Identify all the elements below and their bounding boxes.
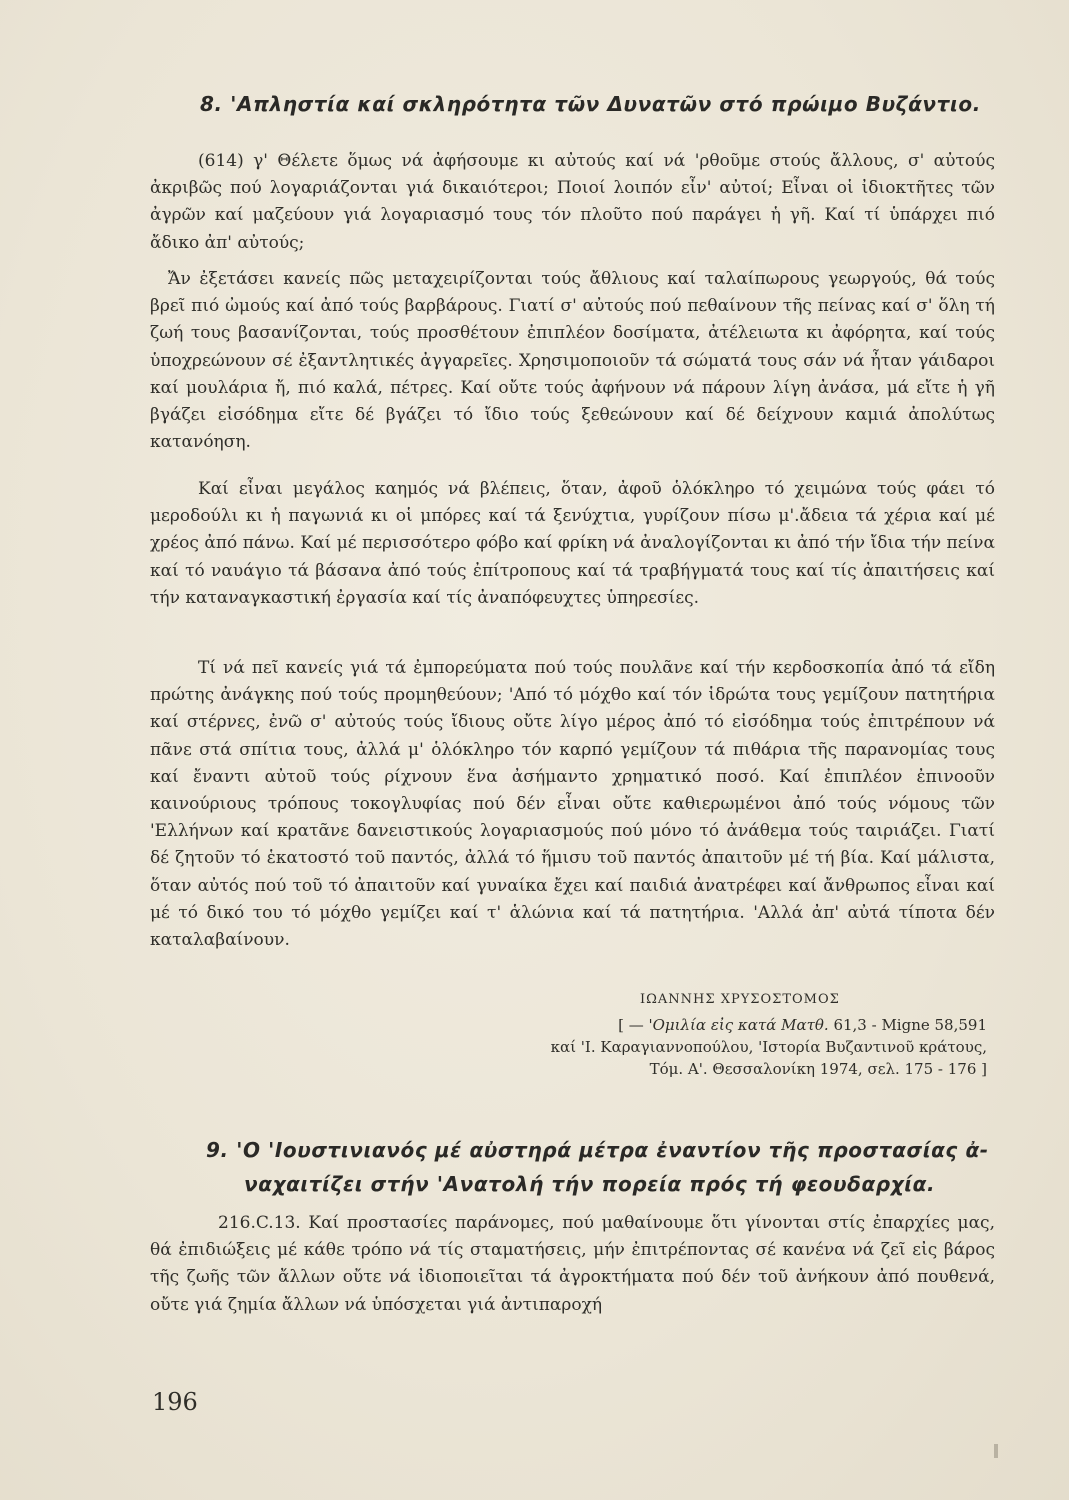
scan-mark	[994, 1444, 998, 1458]
section-9-heading-line-2: ναχαιτίζει στήν 'Ανατολή τήν πορεία πρός τή φεουδαρχία.	[244, 1172, 936, 1196]
citation-line-1: [ — 'Ομιλία εἰς κατά Ματθ. 61,3 - Migne 58,591	[618, 1016, 987, 1034]
paragraph-winter: Καί εἶναι μεγάλος καημός νά βλέπεις, ὅταν, ἀφοῦ ὁλόκληρο τό χειμώνα τούς φάει τό μεροδούλι κι ἡ παγωνιά κι οἱ μπόρες καί τά ξενύχτια, γυρίζουν πίσω μ'.ἄδεια τά χέρια καί μέ χρέος ἀπό πάνω. Καί μέ περισσότερο φόβο καί φρίκη νά ἀναλογίζονται κι ἀπό τήν ἴδια τήν πείνα καί τό ναυάγιο τά βάσανα ἀπό τούς ἐπίτροπους καί τά τραβήγματά τους καί τίς ἀπαιτήσεις καί τήν καταναγκαστική ἐργασία καί τίς ἀναπόφευχτες ὑπηρεσίες.	[150, 479, 995, 608]
paragraph-usury: Τί νά πεῖ κανείς γιά τά ἐμπορεύματα πού τούς πουλᾶνε καί τήν κερδοσκοπία ἀπό τά εἴδη πρώτης ἀνάγκης πού τούς προμηθεύουν; 'Από τό μόχθο καί τόν ἱδρώτα τους γεμίζουν πατητήρια καί στέρνες, ἐνῶ σ' αὐτούς τούς ἴδιους οὔτε λίγο μέρος ἀπό τό εἰσόδημα τούς ἐπιτρέπουν νά πᾶνε στά σπίτια τους, ἀλλά μ' ὁλόκληρο τόν καρπό γεμίζουν τά πιθάρια τῆς παρανομίας τους καί ἔναντι αὐτοῦ τούς ρίχνουν ἕνα ἀσήμαντο χρηματικό ποσό. Καί ἐπιπλέον ἐπινοοῦν καινούριους τρόπους τοκογλυφίας πού δέν εἶναι οὔτε καθιερωμένοι ἀπό τούς νόμους τῶν 'Ελλήνων καί κρατᾶνε δανειστικούς λογαριασμούς πού μόνο τό ἀνάθεμα τούς ταιριάζει. Γιατί δέ ζητοῦν τό ἑκατοστό τοῦ παντός, ἀλλά τό ἥμισυ τοῦ παντός ἀπαιτοῦν μέ τή βία. Καί μάλιστα, ὅταν αὐτός πού τοῦ τό ἀπαιτοῦν καί γυναίκα ἔχει καί παιδιά ἀνατρέφει καί ἄνθρωπος εἶναι καί μέ τό δικό του τό μόχθο γεμίζει καί τ' ἁλώνια καί τά πατητήρια. 'Αλλά ἀπ' αὐτά τίποτα δέν καταλαβαίνουν.	[150, 658, 995, 951]
citation-line-3: Τόμ. Α'. Θεσσαλονίκη 1974, σελ. 175 - 176 ]	[649, 1060, 987, 1078]
section-9-heading	[206, 1133, 1006, 1201]
author-name: ΙΩΑΝΝΗΣ ΧΡΥΣΟΣΤΟΜΟΣ	[640, 992, 840, 1007]
paragraph-614: (614) γ' Θέλετε ὅμως νά ἀφήσουμε κι αὐτούς καί νά 'ρθοῦμε στούς ἄλλους, σ' αὐτούς ἀκριβῶς πού λογαριάζονται γιά δικαιότεροι; Ποιοί λοιπόν εἶν' αὐτοί; Εἶναι οἱ ἰδιοκτῆτες τῶν ἀγρῶν καί μαζεύουν γιά λογαριασμό τους τόν πλοῦτο πού παράγει ἡ γῆ. Καί τί ὑπάρχει πιό ἄδικο ἀπ' αὐτούς;	[150, 151, 995, 253]
page-number: 196	[152, 1388, 198, 1416]
section-8-heading: 8. 'Απληστία καί σκληρότητα τῶν Δυνατῶν στό πρώιμο Βυζάντιο.	[200, 92, 981, 116]
citation-title: 'Ομιλία εἰς κατά Ματθ.	[648, 1016, 829, 1034]
source-citation	[517, 1014, 987, 1080]
paragraph-farmers: Ἄν ἐξετάσει κανείς πῶς μεταχειρίζονται τούς ἄθλιους καί ταλαίπωρους γεωργούς, θά τούς βρεῖ πιό ὠμούς καί ἀπό τούς βαρβάρους. Γιατί σ' αὐτούς πού πεθαίνουν τῆς πείνας καί σ' ὅλη τή ζωή τους βασανίζονται, τούς προσθέτουν ἐπιπλέον δοσίματα, ἀτέλειωτα κι ἀφόρητα, καί τούς ὑποχρεώνουν σέ ἐξαντλητικές ἀγγαρεῖες. Χρησιμοποιοῦν τά σώματά τους σάν νά ἦταν γάιδαροι καί μουλάρια ἤ, πιό καλά, πέτρες. Καί οὔτε τούς ἀφήνουν νά πάρουν λίγη ἀνάσα, μά εἴτε ἡ γῆ βγάζει εἰσόδημα εἴτε δέ βγάζει τό ἴδιο τούς ξεθεώνουν καί δέ δείχνουν καμιά ἀπολύτως κατανόηση.	[150, 269, 995, 453]
citation-line-2: καί 'Ι. Καραγιαννοπούλου, 'Ιστορία Βυζαντινοῦ κράτους,	[550, 1038, 987, 1056]
section-9-heading-line-1: 9. 'Ο 'Ιουστινιανός μέ αὐστηρά μέτρα ἐναντίον τῆς προστασίας ἀ-	[206, 1138, 989, 1162]
paragraph-216: 216.C.13. Καί προστασίες παράνομες, πού μαθαίνουμε ὅτι γίνονται στίς ἐπαρχίες μας, θά ἐπιδιώξεις μέ κάθε τρόπο νά τίς σταματήσεις, μήν ἐπιτρέποντας σέ κανένα νά ζεῖ εἰς βάρος τῆς ζωῆς τῶν ἄλλων οὔτε νά ἰδιοποιεῖται τά ἀγροκτήματα πού δέν τοῦ ἀνήκουν ἀπό πουθενά, οὔτε γιά ζημία ἄλλων νά ὑπόσχεται γιά ἀντιπαροχή	[150, 1213, 995, 1315]
